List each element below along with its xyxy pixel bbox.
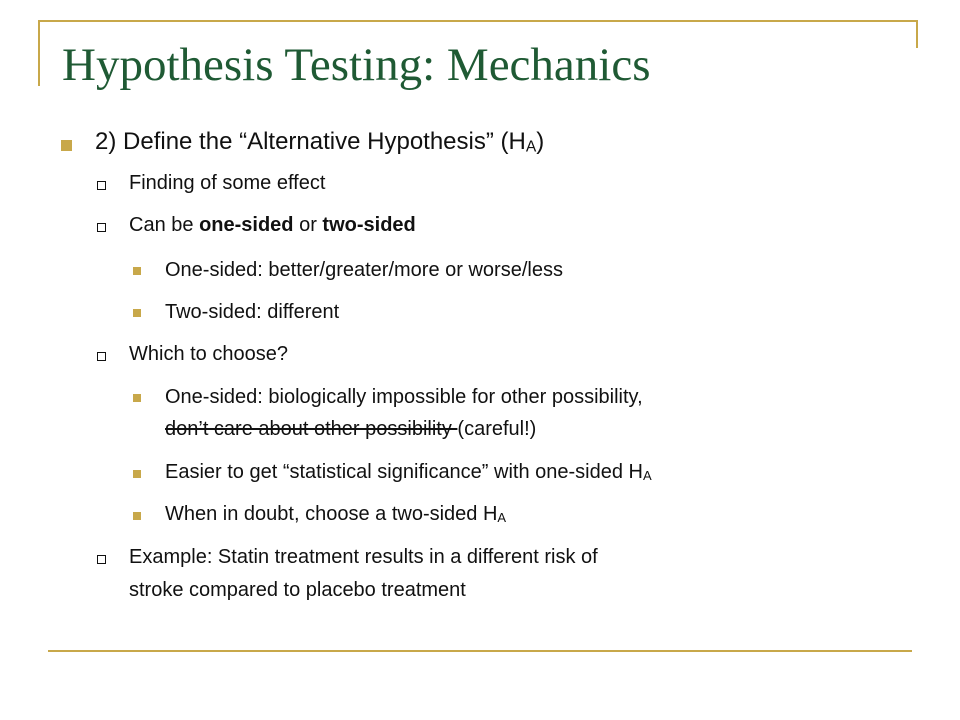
item-one-sided: One-sided: better/greater/more or worse/less: [165, 259, 563, 281]
careful-text: (careful!): [457, 418, 537, 440]
small-square-bullet-icon: [133, 470, 141, 478]
item-example-line1: Example: Statin treatment results in a different risk of: [129, 546, 598, 568]
strikethrough-text: don’t care about other possibility: [165, 418, 458, 440]
slide-title: Hypothesis Testing: Mechanics: [62, 39, 651, 91]
item-impossible-line1: One-sided: biologically impossible for other possibility,: [165, 386, 643, 408]
item-finding: Finding of some effect: [129, 172, 326, 194]
heading-subscript: A: [525, 138, 537, 156]
right-rule: [916, 20, 918, 48]
doubt-subscript: A: [497, 509, 507, 525]
item-easier: [165, 461, 652, 484]
checkbox-bullet-icon: [97, 352, 106, 361]
item-example-line2: stroke compared to placebo treatment: [129, 579, 466, 601]
item-can-be: [129, 214, 416, 237]
small-square-bullet-icon: [133, 512, 141, 520]
easier-text: Easier to get “statistical significance” with one-sided H: [165, 461, 643, 483]
checkbox-bullet-icon: [97, 555, 106, 564]
can-be-text: Can be: [129, 214, 200, 236]
heading-text: 2) Define the “Alternative Hypothesis” (H: [95, 128, 526, 155]
or-text: or: [293, 214, 323, 236]
heading-alternative-hypothesis: [95, 128, 544, 156]
doubt-text: When in doubt, choose a two-sided H: [165, 503, 498, 525]
small-square-bullet-icon: [133, 394, 141, 402]
checkbox-bullet-icon: [97, 181, 106, 190]
top-rule: [38, 20, 918, 22]
item-impossible-line2: [165, 418, 536, 441]
checkbox-bullet-icon: [97, 223, 106, 232]
item-doubt: [165, 503, 506, 526]
heading-suffix: ): [536, 128, 545, 155]
two-sided-bold: two-sided: [322, 214, 416, 236]
easier-subscript: A: [643, 467, 652, 483]
item-two-sided: Two-sided: different: [165, 301, 340, 323]
gold-square-bullet-icon: [61, 140, 72, 151]
one-sided-bold: one-sided: [199, 214, 294, 236]
item-which: Which to choose?: [129, 343, 288, 365]
left-rule: [38, 20, 40, 86]
small-square-bullet-icon: [133, 267, 141, 275]
bottom-rule: [48, 650, 912, 652]
small-square-bullet-icon: [133, 309, 141, 317]
